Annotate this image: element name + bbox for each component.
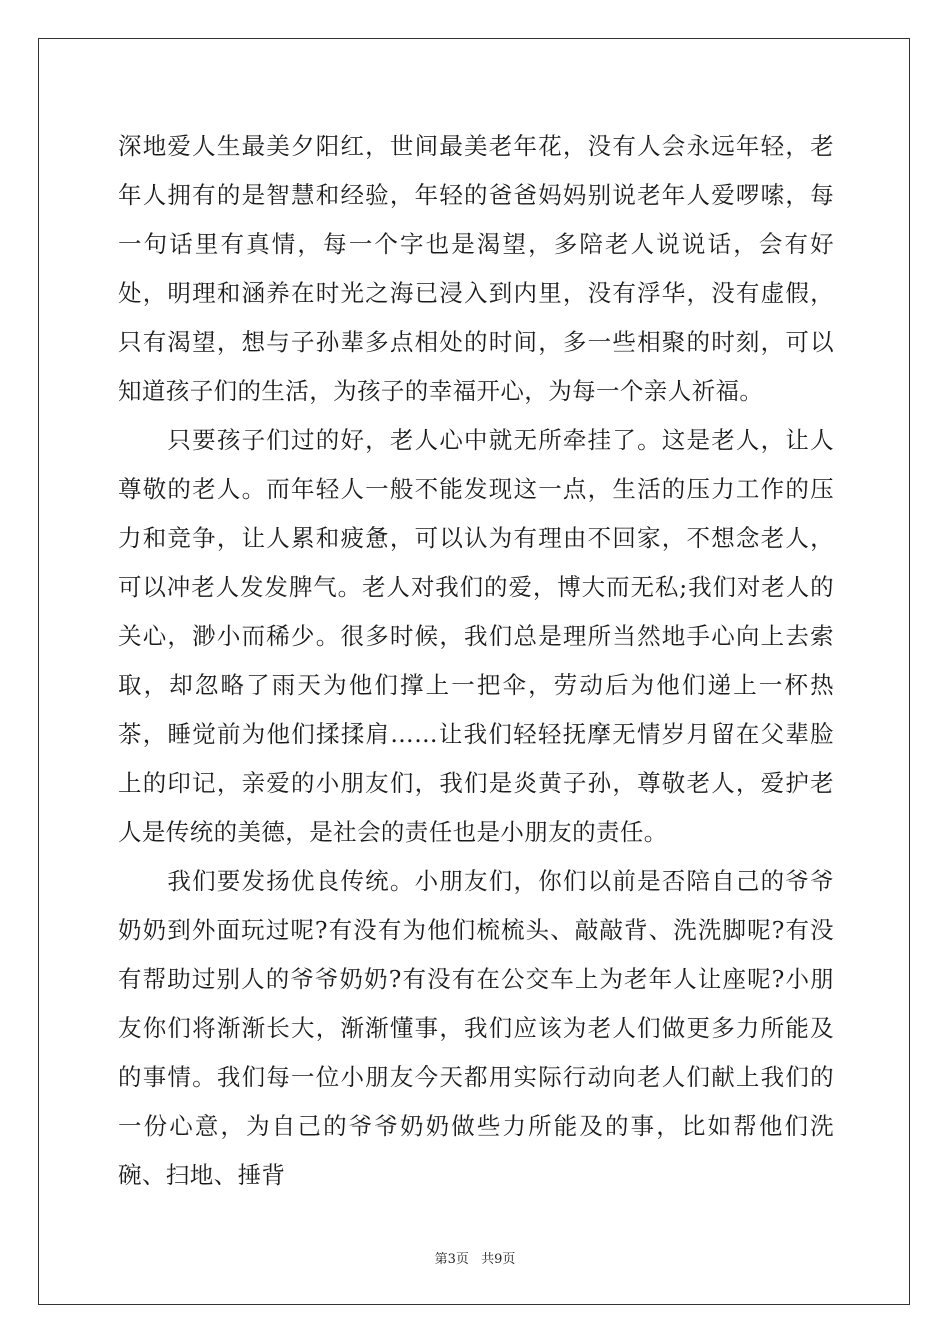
document-body: [118, 122, 834, 1200]
paragraph-1: 深地爱人生最美夕阳红，世间最美老年花，没有人会永远年轻，老年人拥有的是智慧和经验，年轻的爸爸妈妈别说老年人爱啰嗦，每一句话里有真情，每一个字也是渴望，多陪老人说说话，会有好处，明理和涵养在时光之海已浸入到内里，没有浮华，没有虚假，只有渴望，想与子孙辈多点相处的时间，多一些相聚的时刻，可以知道孩子们的生活，为孩子的幸福开心，为每一个亲人祈福。: [118, 132, 834, 405]
page-total: 共9页: [481, 1252, 516, 1267]
paragraph-2: 只要孩子们过的好，老人心中就无所牵挂了。这是老人，让人尊敬的老人。而年轻人一般不能发现这一点，生活的压力工作的压力和竞争，让人累和疲惫，可以认为有理由不回家，不想念老人，可以冲老人发发脾气。老人对我们的爱，博大而无私;我们对老人的关心，渺小而稀少。很多时候，我们总是理所当然地手心向上去索取，却忽略了雨天为他们撑上一把伞，劳动后为他们递上一杯热茶，睡觉前为他们揉揉肩……让我们轻轻抚摩无情岁月留在父辈脸上的印记，亲爱的小朋友们，我们是炎黄子孙，尊敬老人，爱护老人是传统的美德，是社会的责任也是小朋友的责任。: [118, 426, 834, 846]
paragraph-3: 我们要发扬优良传统。小朋友们，你们以前是否陪自己的爷爷奶奶到外面玩过呢?有没有为他们梳梳头、敲敲背、洗洗脚呢?有没有帮助过别人的爷爷奶奶?有没有在公交车上为老年人让座呢?小朋友你们将渐渐长大，渐渐懂事，我们应该为老人们做更多力所能及的事情。我们每一位小朋友今天都用实际行动向老人们献上我们的一份心意，为自己的爷爷奶奶做些力所能及的事，比如帮他们洗碗、扫地、捶背: [118, 867, 834, 1189]
page-footer: [0, 1248, 950, 1267]
page-number: 第3页: [434, 1252, 469, 1267]
